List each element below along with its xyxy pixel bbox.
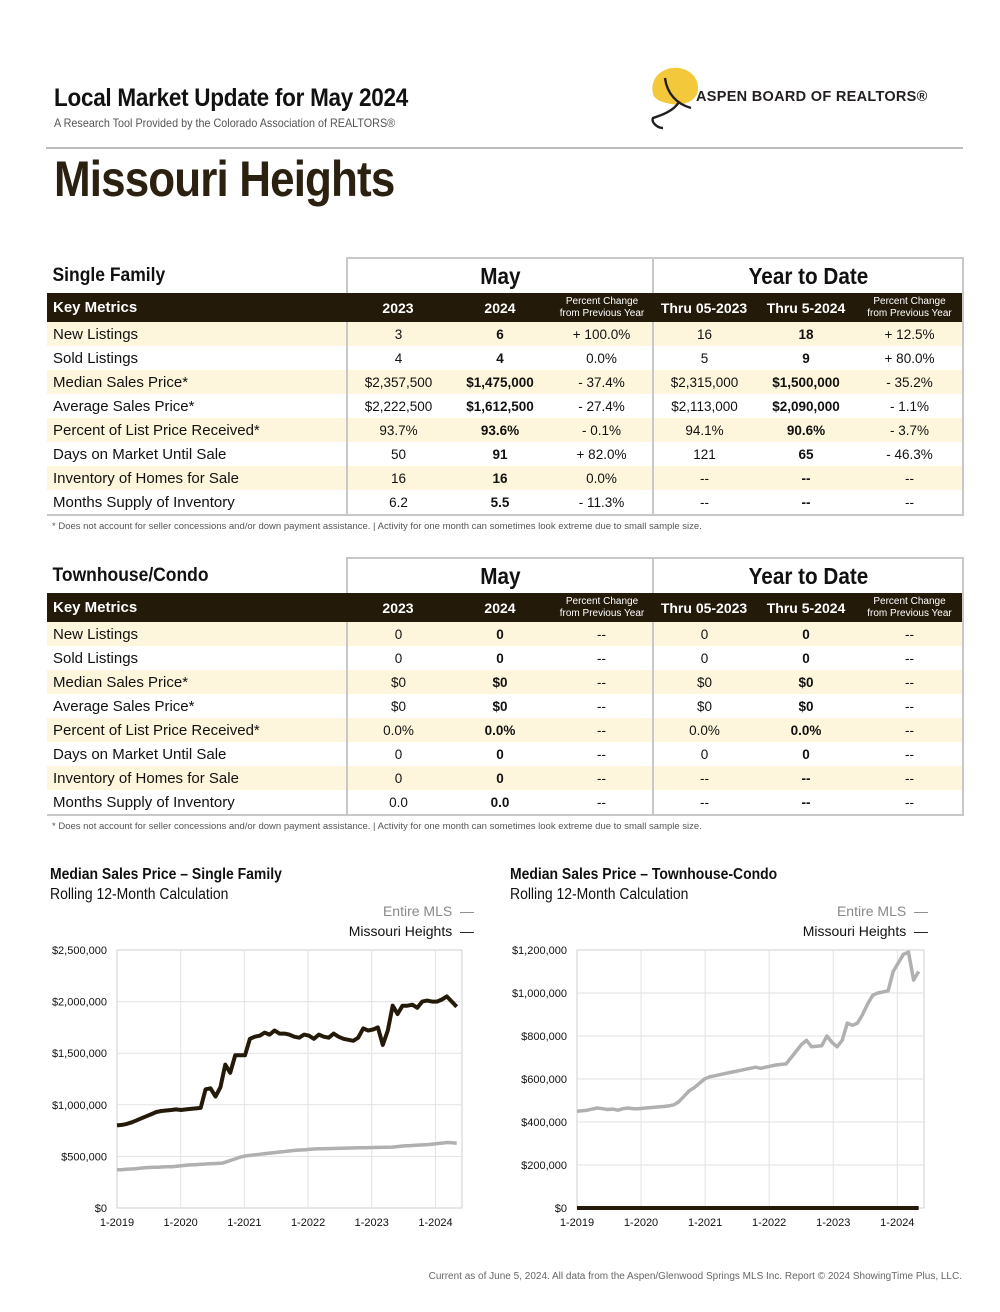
metric-value-m23: $2,357,500 [347,370,449,394]
metric-value-y24: $1,500,000 [755,370,857,394]
col-2023: 2023 [347,293,449,322]
metric-value-m23: 0 [347,742,449,766]
x-tick-label: 1-2021 [227,1217,262,1229]
metric-value-mp: -- [597,746,606,762]
x-tick-label: 1-2024 [418,1217,453,1229]
metric-value-m23: $0 [347,694,449,718]
x-tick-label: 1-2020 [623,1217,659,1229]
metric-value-yp: - 3.7% [857,418,963,442]
metric-value-m24: $0 [449,670,551,694]
metric-value-y23: 0 [653,742,755,766]
metric-name: Inventory of Homes for Sale [47,466,347,490]
x-tick-label: 1-2024 [880,1217,915,1229]
may-header: May [347,558,653,593]
x-tick-label: 1-2021 [687,1217,723,1229]
legend-area: Missouri Heights — [348,923,474,939]
metric-value-m24: 0.0 [449,790,551,815]
metric-value-y23: -- [653,790,755,815]
metric-value-yp: -- [857,766,963,790]
metric-value-y24: $2,090,000 [772,398,840,414]
x-tick-label: 1-2019 [99,1217,135,1229]
metric-value-yp: -- [857,790,963,815]
metric-value-y23: $0 [653,694,755,718]
col-2023: 2023 [347,593,449,622]
chart-single-family [30,935,480,1235]
metric-value-y24: 0 [802,746,810,762]
metric-name: New Listings [47,622,347,646]
metric-value-y23: 0 [653,646,755,670]
y-tick-label: $800,000 [521,1031,567,1043]
metric-value-y23: -- [653,766,755,790]
table-row [47,418,963,442]
section-label: Townhouse/Condo [52,564,209,586]
metric-value-y24: 18 [755,322,857,346]
x-tick-label: 1-2022 [752,1217,787,1229]
metric-value-yp: -- [857,646,963,670]
metric-value-m24: $1,612,500 [466,398,534,414]
metric-value-y23: 16 [653,322,755,346]
metric-value-m23: $0 [347,670,449,694]
y-tick-label: $2,000,000 [51,996,107,1009]
metric-name: Months Supply of Inventory [47,790,347,815]
ytd-header: Year to Date [653,558,963,593]
metric-value-m23: 0.0% [347,718,449,742]
metric-value-mp: -- [551,766,653,790]
metric-value-y23: $2,315,000 [653,370,755,394]
metric-value-mp: -- [597,650,606,666]
x-tick-label: 1-2023 [816,1217,851,1229]
metric-value-m23: 0 [347,622,449,646]
metric-value-yp: -- [857,694,963,718]
metric-value-y24: -- [755,766,857,790]
metric-value-y23: $2,113,000 [653,394,755,418]
legend-entire-mls: Entire MLS — [382,903,474,919]
metric-value-yp: -- [857,718,963,742]
may-header: May [347,258,653,293]
key-metrics-header: Key Metrics [47,293,347,322]
metric-value-y23: 121 [653,442,755,466]
col-ytd-pct-change: Percent Change from Previous Year [857,593,963,622]
logo-text: ASPEN BOARD OF REALTORS® [696,89,928,105]
metric-value-y23: -- [653,490,755,515]
metric-value-y24: -- [755,466,857,490]
metric-value-mp: -- [551,622,653,646]
metric-value-mp: + 100.0% [551,322,653,346]
table-row [47,670,963,694]
table-row [47,646,963,670]
col-thru-2024: Thru 5-2024 [755,293,857,322]
metric-value-yp: - 46.3% [857,442,963,466]
metric-value-m24: $0 [492,698,508,714]
metric-name: Days on Market Until Sale [53,745,227,763]
y-tick-label: $1,000,000 [51,1099,107,1112]
legend-area: Missouri Heights — [802,923,928,939]
metric-name: Median Sales Price* [47,670,347,694]
header-divider [46,147,963,149]
metric-value-y23: -- [653,466,755,490]
metric-value-m24: 0 [496,746,504,762]
x-tick-label: 1-2020 [163,1217,198,1229]
metric-value-y24: 0.0% [755,718,857,742]
metric-value-mp: -- [551,670,653,694]
area-title: Missouri Heights [54,151,395,207]
y-tick-label: $2,500,000 [51,945,107,957]
table-row [47,742,963,766]
metric-value-mp: -- [551,718,653,742]
col-thru-2023: Thru 05-2023 [653,593,755,622]
metric-value-y24: 65 [798,446,814,462]
y-tick-label: $600,000 [521,1074,567,1086]
col-ytd-pct-change: Percent Change from Previous Year [857,293,963,322]
table-row [47,346,963,370]
chart-subtitle: Rolling 12-Month Calculation [510,886,689,903]
footnote: * Does not account for seller concessions and/or down payment assistance. | Activity for one month can sometimes look extreme due to small sample size. [52,821,702,832]
metric-value-m23: 3 [347,322,449,346]
col-thru-2023: Thru 05-2023 [653,293,755,322]
metric-value-m24: 93.6% [449,418,551,442]
table-row [47,766,963,790]
table-row [47,694,963,718]
y-tick-label: $0 [94,1203,107,1215]
table-row [47,622,963,646]
table-row [47,466,963,490]
metric-name: Percent of List Price Received* [47,418,347,442]
metric-value-m23: 0 [347,766,449,790]
y-tick-label: $1,500,000 [51,1048,107,1061]
metric-name: Sold Listings [53,349,139,367]
metric-value-y23: 0.0% [653,718,755,742]
metric-value-y24: 9 [802,350,810,366]
metric-value-m23: 0 [347,646,449,670]
y-tick-label: $1,000,000 [511,988,567,1000]
metric-value-m23: 93.7% [347,418,449,442]
y-tick-label: $500,000 [61,1151,107,1164]
metric-value-mp: - 37.4% [551,370,653,394]
x-tick-label: 1-2019 [559,1217,595,1229]
metric-name: Inventory of Homes for Sale [47,766,347,790]
metric-name: Days on Market Until Sale [53,445,227,463]
y-tick-label: $0 [554,1203,567,1215]
metric-name: Median Sales Price* [47,370,347,394]
metric-value-y24: $0 [755,670,857,694]
y-tick-label: $400,000 [521,1117,567,1129]
metric-value-yp: + 12.5% [857,322,963,346]
metric-value-mp: - 0.1% [551,418,653,442]
x-tick-label: 1-2023 [354,1217,389,1229]
metric-value-m23: 0.0 [347,790,449,815]
metric-value-yp: -- [857,466,963,490]
metric-value-mp: 0.0% [586,350,617,366]
y-tick-label: $1,200,000 [511,945,567,957]
col-2024: 2024 [449,293,551,322]
metric-value-m24: 0.0% [449,718,551,742]
metric-value-m24: $1,475,000 [449,370,551,394]
metric-value-yp: -- [857,670,963,694]
metric-value-m23: 4 [347,346,449,370]
metric-name: Months Supply of Inventory [47,490,347,515]
metric-value-yp: - 35.2% [857,370,963,394]
metric-value-y23: $0 [653,670,755,694]
metric-value-yp: - 1.1% [857,394,963,418]
chart-townhouse [490,935,940,1235]
metric-value-y24: 0 [802,650,810,666]
metric-value-m24: 6 [449,322,551,346]
metric-name: New Listings [47,322,347,346]
metric-value-y24: 0 [755,622,857,646]
metric-value-y23: 0 [653,622,755,646]
metric-value-m24: 0 [496,650,504,666]
table-row [47,322,963,346]
plot-area [117,950,462,1208]
table-row [47,442,963,466]
metric-name: Average Sales Price* [53,397,195,415]
copyright-note: Current as of June 5, 2024. All data from the Aspen/Glenwood Springs MLS Inc. Report © 2024 ShowingTime Plus, LLC. [428,1271,962,1282]
metric-value-y24: 90.6% [755,418,857,442]
metric-value-m23: 50 [347,442,449,466]
table-row [47,790,963,815]
x-tick-label: 1-2022 [290,1217,326,1229]
metric-name: Percent of List Price Received* [47,718,347,742]
metric-value-mp: -- [597,698,606,714]
col-pct-change: Percent Change from Previous Year [551,593,653,622]
single-family-table [47,257,964,516]
metric-value-m24: 5.5 [449,490,551,515]
metric-value-y24: -- [755,790,857,815]
report-title: Local Market Update for May 2024 [54,84,408,112]
col-2024: 2024 [449,593,551,622]
key-metrics-header: Key Metrics [47,593,347,622]
y-tick-label: $200,000 [521,1160,567,1172]
table-row [47,370,963,394]
legend-entire-mls: Entire MLS — [836,903,928,919]
metric-value-m23: 16 [347,466,449,490]
metric-value-m24: 16 [449,466,551,490]
metric-name: Sold Listings [53,649,139,667]
table-row [47,394,963,418]
report-subtitle: A Research Tool Provided by the Colorado Association of REALTORS® [54,116,396,130]
metric-value-y23: 5 [653,346,755,370]
metric-value-m24: 0 [449,622,551,646]
metric-value-y24: -- [755,490,857,515]
metric-value-yp: + 80.0% [857,346,963,370]
metric-value-mp: 0.0% [551,466,653,490]
ytd-header: Year to Date [653,258,963,293]
metric-value-m24: 0 [449,766,551,790]
metric-value-y24: $0 [798,698,814,714]
metric-value-mp: - 27.4% [578,398,625,414]
metric-value-mp: + 82.0% [576,446,627,462]
col-thru-2024: Thru 5-2024 [755,593,857,622]
metric-value-mp: - 11.3% [551,490,653,515]
metric-value-m23: $2,222,500 [347,394,449,418]
metric-value-m23: 6.2 [347,490,449,515]
metric-value-y23: 94.1% [653,418,755,442]
metric-value-yp: -- [857,490,963,515]
footnote: * Does not account for seller concessions and/or down payment assistance. | Activity for one month can sometimes look extreme due to small sample size. [52,521,702,532]
metric-value-mp: -- [551,790,653,815]
chart-title: Median Sales Price – Townhouse-Condo [510,866,778,883]
table-row [47,718,963,742]
metric-value-m24: 4 [496,350,504,366]
townhouse-table [47,557,964,816]
section-label: Single Family [52,264,166,286]
metric-value-yp: -- [857,622,963,646]
col-pct-change: Percent Change from Previous Year [551,293,653,322]
metric-value-m24: 91 [492,446,508,462]
metric-value-yp: -- [857,742,963,766]
table-row [47,490,963,515]
chart-title: Median Sales Price – Single Family [50,866,282,883]
chart-subtitle: Rolling 12-Month Calculation [50,886,229,903]
metric-name: Average Sales Price* [53,697,195,715]
